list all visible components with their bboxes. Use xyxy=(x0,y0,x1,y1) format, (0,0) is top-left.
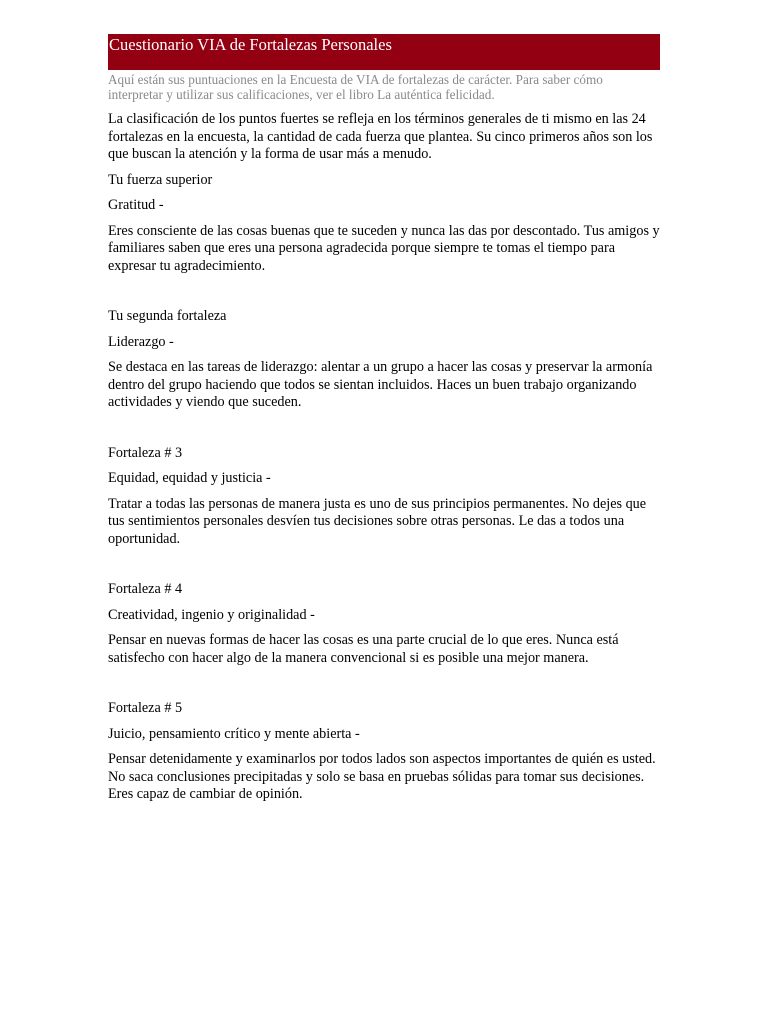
strength-name: Creatividad, ingenio y originalidad - xyxy=(108,606,315,623)
strength-description: Eres consciente de las cosas buenas que te suceden y nunca las das por descontado. Tus amigos y familiares saben que eres una persona agradecida porque siempre te tomas el tiempo para expresar tu agradecimiento. xyxy=(108,222,660,274)
strength-section-1 xyxy=(108,172,660,276)
strength-rank-label: Fortaleza # 5 xyxy=(108,700,183,716)
strength-name: Liderazgo - xyxy=(108,333,174,350)
strength-rank-label: Tu segunda fortaleza xyxy=(108,308,227,324)
strength-description: Se destaca en las tareas de liderazgo: alentar a un grupo a hacer las cosas y preservar la armonía dentro del grupo haciendo que todos se sientan incluidos. Haces un buen trabajo organizando actividades y viendo que suceden. xyxy=(108,359,653,410)
strength-name: Gratitud - xyxy=(108,197,164,213)
strength-rank-label: Tu fuerza superior xyxy=(108,171,213,188)
strength-rank-label: Fortaleza # 3 xyxy=(108,444,183,461)
strength-section-2 xyxy=(108,308,660,412)
strength-name: Juicio, pensamiento crítico y mente abierta - xyxy=(108,725,360,742)
overview-paragraph: La clasificación de los puntos fuertes se refleja en los términos generales de ti mismo en las 24 fortalezas en la encuesta, la cantidad de cada fuerza que plantea. Su cinco primeros años son los que buscan la atención y la forma de usar más a menudo. xyxy=(108,111,653,162)
strength-section-5 xyxy=(108,700,660,804)
strength-description: Pensar en nuevas formas de hacer las cosas es una parte crucial de lo que eres. Nunca está satisfecho con hacer algo de la manera convencional si es posible una mejor manera. xyxy=(108,632,619,666)
page-title: Cuestionario VIA de Fortalezas Personales xyxy=(108,34,660,70)
strength-section-4 xyxy=(108,581,660,667)
strength-description: Tratar a todas las personas de manera justa es uno de sus principios permanentes. No dejes que tus sentimientos personales desvíen tus decisiones sobre otras personas. Le das a todos una oportunidad. xyxy=(108,495,647,547)
document-page xyxy=(108,34,660,804)
intro-text: Aquí están sus puntuaciones en la Encuesta de VIA de fortalezas de carácter. Para saber cómo interpretar y utilizar sus calificaciones, ver el libro La auténtica felicidad. xyxy=(108,72,603,102)
strength-rank-label: Fortaleza # 4 xyxy=(108,581,183,597)
strength-name: Equidad, equidad y justicia - xyxy=(108,470,271,486)
strength-section-3 xyxy=(108,445,660,549)
strength-description: Pensar detenidamente y examinarlos por todos lados son aspectos importantes de quién es usted. No saca conclusiones precipitadas y solo se basa en pruebas sólidas para tomar sus decisiones. Eres capaz de cambiar de opinión. xyxy=(108,751,656,802)
